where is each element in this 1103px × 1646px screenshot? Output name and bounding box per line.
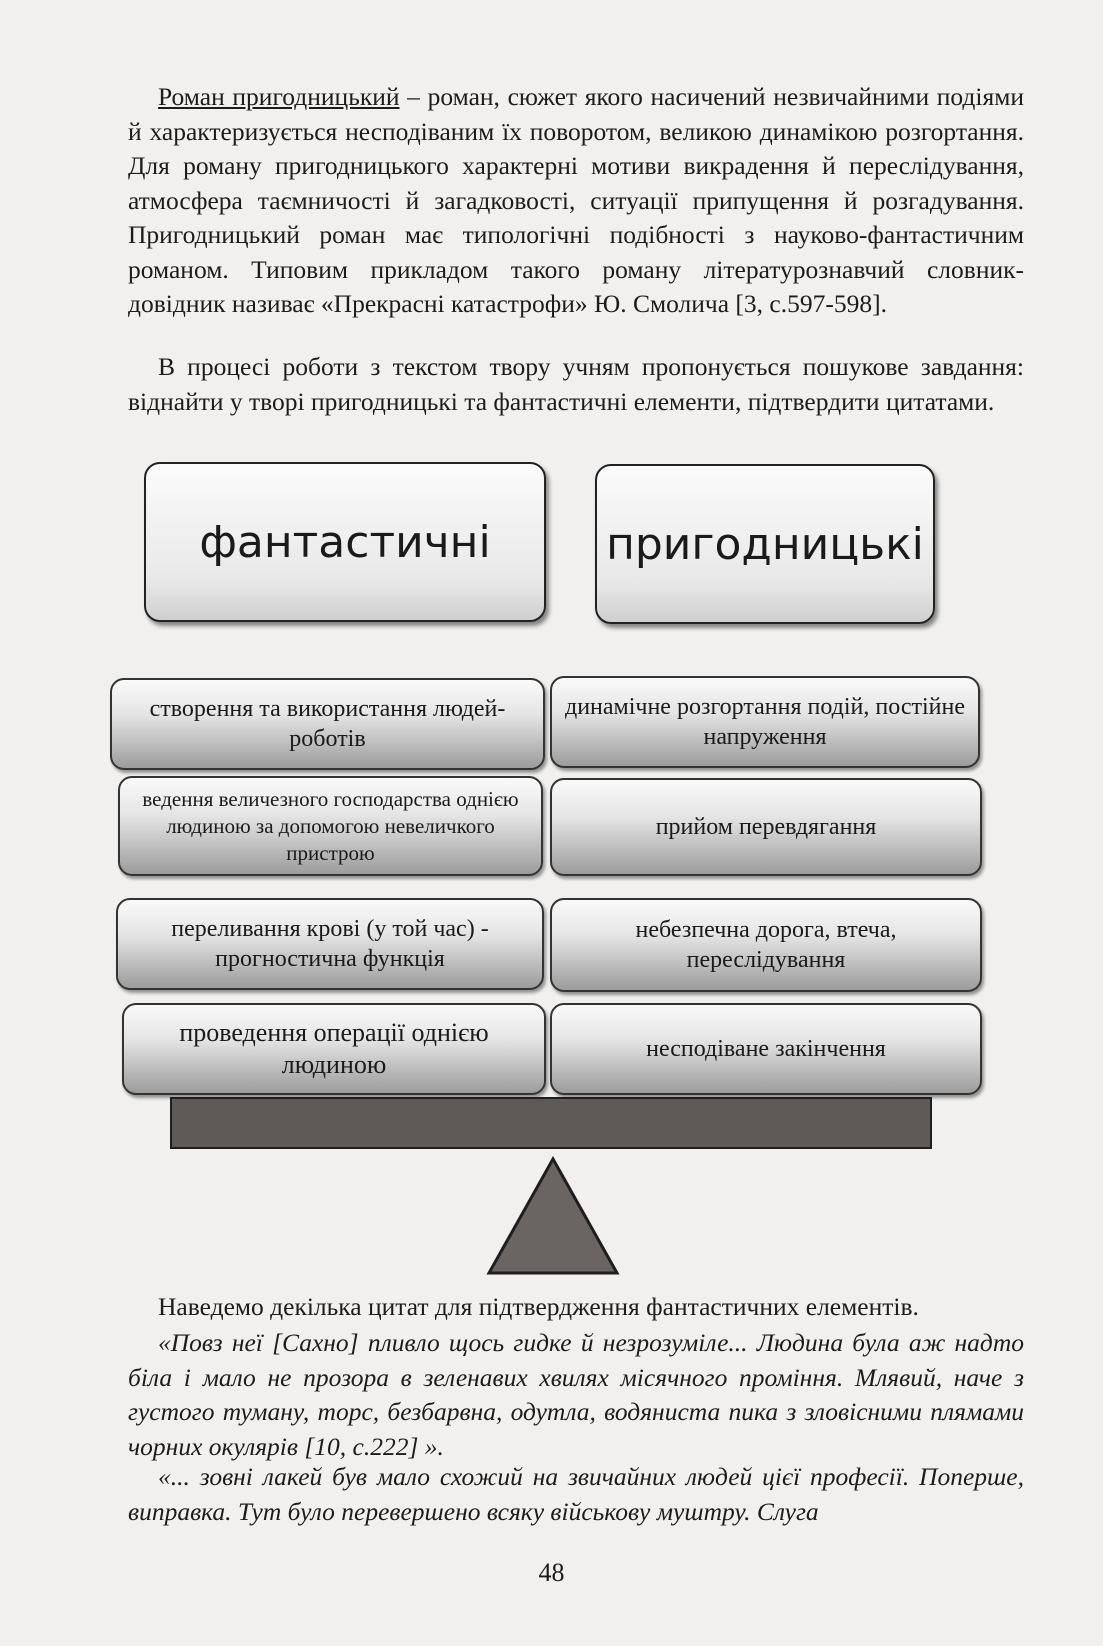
fantastic-item-transfusion: переливання крові (у той час) - прогностична функція [116, 898, 544, 990]
adventure-title-box: пригодницькі [595, 464, 935, 624]
term-adventure-novel: Роман пригодницький [158, 82, 400, 111]
quote-2: «... зовні лакей був мало схожий на звичайних людей цієї професії. Поперше, виправка. Тут було перевершено всяку військову муштру. Слуга [128, 1462, 1024, 1526]
task-paragraph: В процесі роботи з текстом твору учням пропонується пошукове завдання: віднайти у творі пригодницькі та фантастичні елементи, підтвердити цитатами. [128, 352, 1024, 416]
balance-fulcrum-triangle [486, 1156, 620, 1276]
adventure-item-escape: небезпечна дорога, втеча, переслідування [550, 898, 982, 992]
adventure-item-dynamics: динамічне розгортання подій, постійне напруження [550, 676, 980, 768]
fantastic-title-box: фантастичні [144, 462, 546, 622]
balance-beam [170, 1097, 932, 1149]
quotes-intro: Наведемо декілька цитат для підтвердження фантастичних елементів. [158, 1292, 919, 1321]
intro-definition: – роман, сюжет якого насичений незвичайними подіями й характеризується несподіваним їх поворотом, великою динамікою розгортання. Для роману пригодницького характерні мотиви викрадення й переслідування, атмосфера таємничості й загадковості, ситуації припущення й розгадування. Пригодницький роман має типологічні подібності з науково-фантастичним романом. Типовим прикладом такого роману літературознавчий словник-довідник називає «Прекрасні катастрофи» Ю. Смолича [3, с.597-598]. [128, 82, 1024, 318]
adventure-item-disguise: прийом перевдягання [550, 778, 982, 876]
adventure-item-ending: несподіване закінчення [550, 1003, 982, 1095]
page-number: 48 [538, 1558, 565, 1587]
fantastic-item-robots: створення та використання людей-роботів [110, 678, 545, 770]
fantastic-item-operation: проведення операції однією людиною [122, 1003, 546, 1095]
fantastic-item-household: ведення величезного господарства однією людиною за допомогою невеличкого пристрою [118, 776, 543, 876]
quote-1: «Повз неї [Сахно] пливло щось гидке й незрозуміле... Людина була аж надто біла і мало не прозора в зеленавих хвилях місячного проміння. Млявий, наче з густого туману, торс, безбарвна, одутла, водяниста пика з зловісними плямами чорних окулярів [10, с.222] ». [128, 1328, 1024, 1461]
